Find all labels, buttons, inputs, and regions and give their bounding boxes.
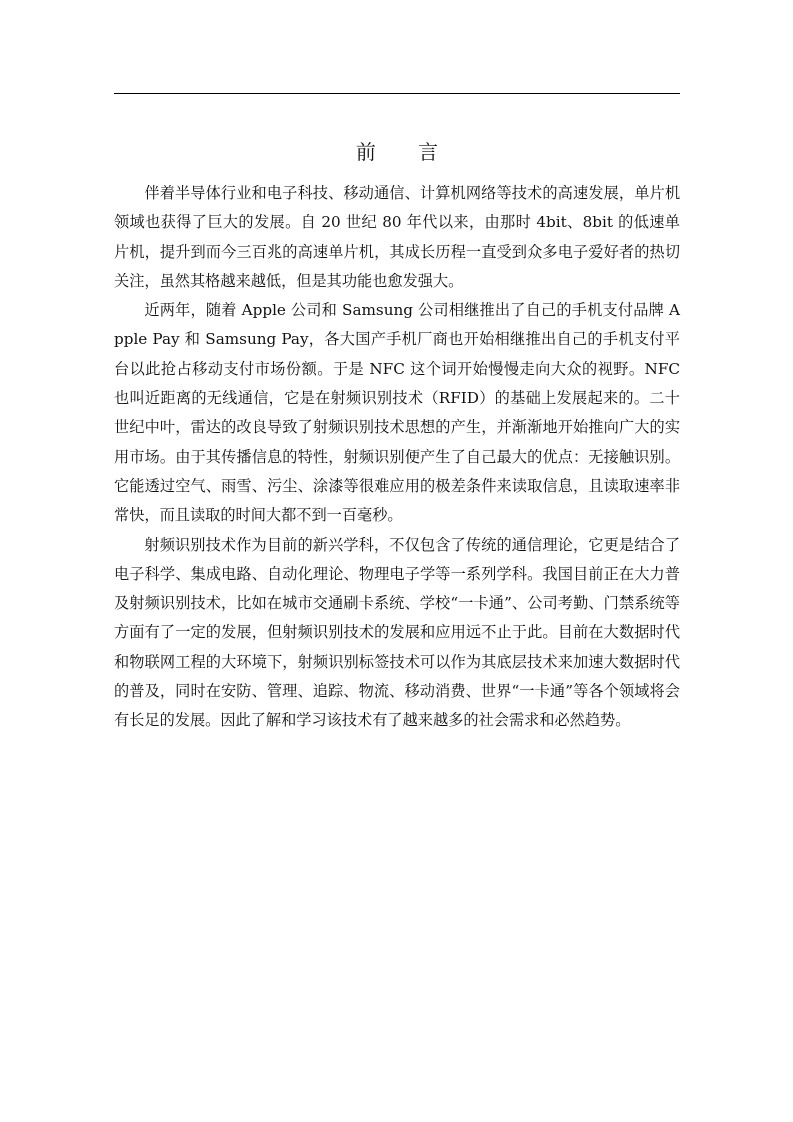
paragraph-1: 伴着半导体行业和电子科技、移动通信、计算机网络等技术的高速发展，单片机领域也获得了巨大的发展。自 20 世纪 80 年代以来，由那时 4bit、8bit 的低速单片机，提升到而今三百兆的高速单片机，其成长历程一直受到众多电子爱好者的热切关注，虽然其格越来越低，但是其功能也愈发强大。: [114, 184, 680, 290]
paragraph-3: 射频识别技术作为目前的新兴学科，不仅包含了传统的通信理论，它更是结合了电子科学、集成电路、自动化理论、物理电子学等一系列学科。我国目前正在大力普及射频识别技术，比如在城市交通刷卡系统、学校“一卡通”、公司考勤、门禁系统等方面有了一定的发展，但射频识别技术的发展和应用远不止于此。目前在大数据时代和物联网工程的大环境下，射频识别标签技术可以作为其底层技术来加速大数据时代的普及，同时在安防、管理、追踪、物流、移动消费、世界“一卡通”等各个领域将会有长足的发展。因此了解和学习该技术有了越来越多的社会需求和必然趋势。: [114, 535, 680, 730]
page-title: 前 言: [355, 140, 457, 164]
body-text: [114, 179, 680, 736]
paragraph-2: 近两年，随着 Apple 公司和 Samsung 公司相继推出了自己的手机支付品牌 Apple Pay 和 Samsung Pay，各大国产手机厂商也开始相继推出自己的手机支付平台以此抢占移动支付市场份额。于是 NFC 这个词开始慢慢走向大众的视野。NFC 也叫近距离的无线通信，它是在射频识别技术（RFID）的基础上发展起来的。二十世纪中叶，雷达的改良导致了射频识别技术思想的产生，并渐渐地开始推向广大的实用市场。由于其传播信息的特性，射频识别便产生了自己最大的优点：无接触识别。它能透过空气、雨雪、污尘、涂漆等很难应用的极差条件来读取信息，且读取速率非常快，而且读取的时间大都不到一百毫秒。: [114, 301, 680, 525]
header-rule: [114, 93, 680, 94]
